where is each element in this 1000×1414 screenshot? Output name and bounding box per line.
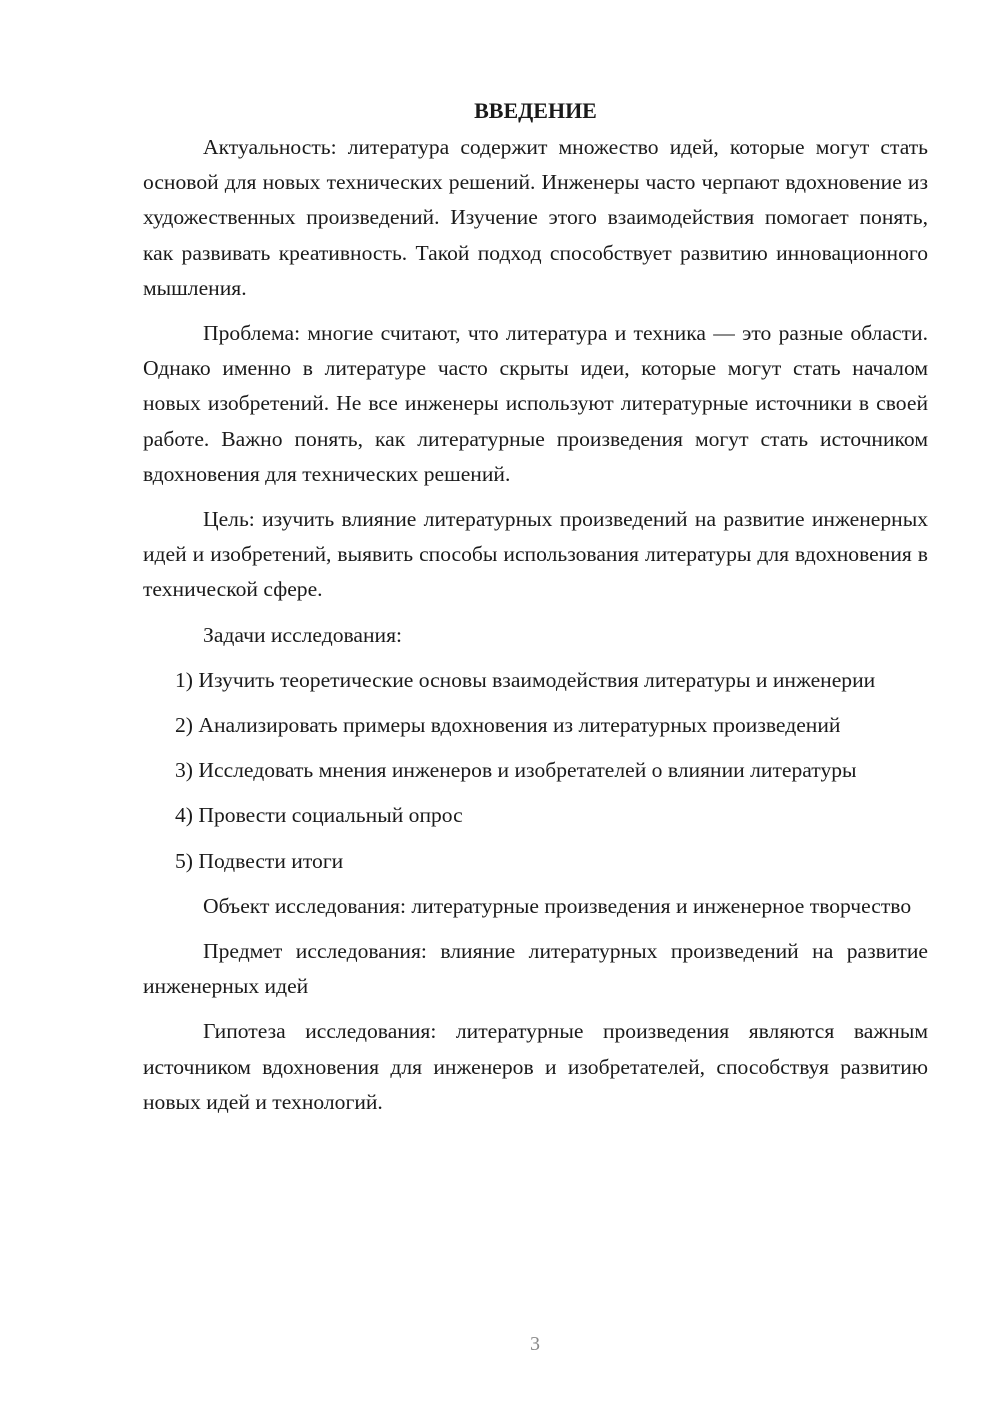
tasks-list xyxy=(143,663,928,879)
list-item: 4) Провести социальный опрос xyxy=(175,803,463,828)
subject-paragraph: Предмет исследования: влияние литературных произведений на развитие инженерных идей xyxy=(143,939,928,999)
list-item: 3) Исследовать мнения инженеров и изобретателей о влиянии литературы xyxy=(175,758,857,783)
problem-paragraph: Проблема: многие считают, что литература и техника — это разные области. Однако именно в литературе часто скрыты идеи, которые могут стать началом новых изобретений. Не все инженеры используют литературные источники в своей работе. Важно понять, как литературные произведения могут стать источником вдохновения для технических решений. xyxy=(143,321,928,486)
page-number: 3 xyxy=(530,1333,540,1355)
document-page xyxy=(143,93,928,1130)
object-paragraph: Объект исследования: литературные произведения и инженерное творчество xyxy=(203,893,912,918)
page-title: ВВЕДЕНИЕ xyxy=(474,98,597,123)
goal-paragraph: Цель: изучить влияние литературных произведений на развитие инженерных идей и изобретений, выявить способы использования литературы для вдохновения в технической сфере. xyxy=(143,507,928,602)
hypothesis-paragraph: Гипотеза исследования: литературные произведения являются важным источником вдохновения для инженеров и изобретателей, способствуя развитию новых идей и технологий. xyxy=(143,1019,928,1114)
relevance-paragraph: Актуальность: литература содержит множество идей, которые могут стать основой для новых технических решений. Инженеры часто черпают вдохновение из художественных произведений. Изучение этого взаимодействия помогает понять, как развивать креативность. Такой подход способствует развитию инновационного мышления. xyxy=(143,135,928,300)
list-item: 1) Изучить теоретические основы взаимодействия литературы и инженерии xyxy=(175,667,876,692)
list-item: 5) Подвести итоги xyxy=(175,848,344,873)
list-item: 2) Анализировать примеры вдохновения из литературных произведений xyxy=(175,713,841,738)
tasks-heading: Задачи исследования: xyxy=(203,622,403,647)
